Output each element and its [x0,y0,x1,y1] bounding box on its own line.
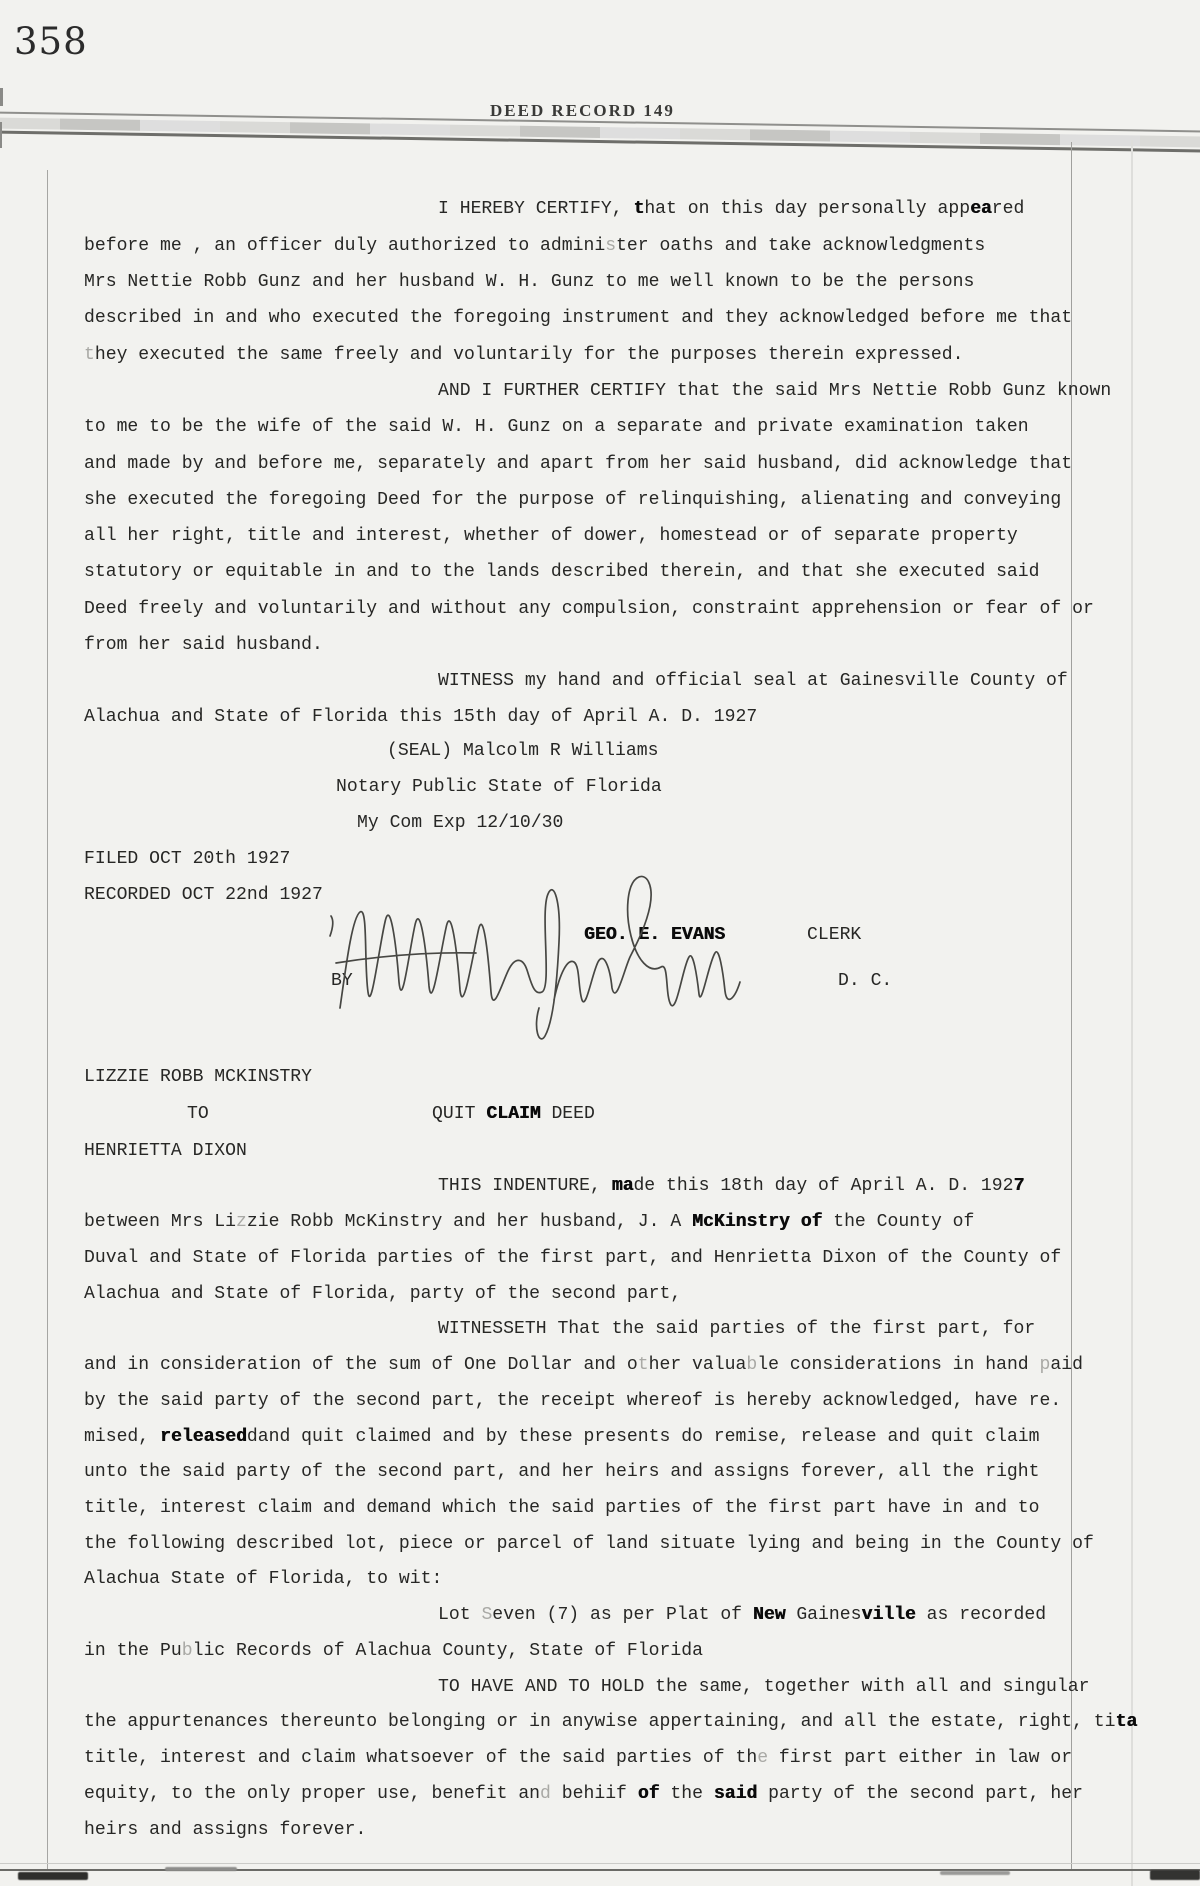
text-line [84,346,964,366]
typewriter-text: her valua [648,1355,747,1375]
overstruck-text: McKinstry of [692,1212,823,1232]
text-line [84,600,1094,620]
overstruck-text: ta [1115,1712,1138,1732]
typewriter-text: Duval and State of Florida parties of the first part, and Henrietta Dixon of the County of [84,1248,1062,1268]
typewriter-text: the following described lot, piece or parcel of land situate lying and being in the County of [84,1534,1094,1554]
text-line [84,1785,1083,1805]
typewriter-text: in the Pu [84,1641,182,1661]
typewriter-text: aid [1050,1355,1083,1375]
typewriter-text: first part either in law or [768,1748,1073,1768]
typewriter-text: by the said party of the second part, the receipt whereof is hereby acknowledged, have re. [84,1391,1062,1411]
text-line [438,200,1024,220]
typewriter-text: RECORDED OCT 22nd 1927 [84,885,323,905]
overstruck-text: ville [861,1605,916,1625]
text-line [84,886,323,906]
text-line [84,1249,1061,1269]
typewriter-text: THIS INDENTURE, [438,1176,612,1196]
text-line [84,1713,1137,1733]
typewriter-text: heirs and assigns forever. [84,1820,367,1840]
text-line [84,1428,1040,1448]
typewriter-text: Notary Public State of Florida [336,777,662,797]
text-line [84,418,1029,438]
typewriter-text: BY [331,971,353,991]
text-line [84,1463,1040,1483]
text-line [187,1105,209,1125]
faint-text: t [637,1355,649,1375]
typewriter-text: unto the said party of the second part, and her heirs and assigns forever, all the right [84,1462,1040,1482]
typewriter-text: all her right, title and interest, whether of dower, homestead or of separate property [84,526,1018,546]
typewriter-text: Alachua State of Florida, to wit: [84,1569,443,1589]
left-edge-mark [0,88,3,106]
typewriter-text: as recorded [915,1605,1047,1625]
typewriter-text: AND I FURTHER CERTIFY that the said Mrs Nettie Robb Gunz known [438,381,1112,401]
text-line [84,309,1072,329]
text-line [84,1749,1072,1769]
typewriter-text: even (7) as per Plat of [492,1605,753,1625]
faint-text: d [540,1784,551,1804]
clerk-signature [300,860,760,1060]
typewriter-text: and made by and before me, separately and apart from her said husband, did acknowledge that [84,454,1073,474]
typewriter-text: title, interest claim and demand which the said parties of the first part have in and to [84,1498,1040,1518]
typewriter-text: WITNESSETH That the said parties of the first part, for [438,1319,1036,1339]
left-margin-rule [47,170,48,1871]
text-line [84,1392,1061,1412]
faint-text: b [746,1355,758,1375]
typewriter-text: the appurtenances thereunto belonging or in anywise appertaining, and all the estate, right, ti [84,1712,1116,1732]
typewriter-text: zie Robb McKinstry and her husband, J. A [246,1212,693,1232]
ink-smudge [940,1871,1010,1875]
text-line [84,1356,1083,1376]
typewriter-text: she executed the foregoing Deed for the purpose of relinquishing, alienating and conveying [84,490,1062,510]
typewriter-text: Alachua and State of Florida this 15th day of April A. D. 1927 [84,707,758,727]
faint-text: z [236,1212,247,1232]
overstruck-text: t [633,199,645,219]
text-line [807,926,861,946]
text-line [84,455,1072,475]
text-line [84,1068,312,1088]
typewriter-text: DEED [540,1104,595,1124]
faint-text: S [481,1605,493,1625]
overstruck-text: released [160,1427,247,1447]
bottom-rule-faint [0,1863,1200,1864]
typewriter-text: lic Records of Alachua County, State of Florida [192,1641,703,1661]
typewriter-text: TO HAVE AND TO HOLD the same, together with all and singular [438,1677,1090,1697]
text-line [84,708,757,728]
text-line [84,1213,974,1233]
text-line [84,237,985,257]
typewriter-text: behiif [550,1784,638,1804]
signature-main-stroke [340,876,740,1038]
typewriter-text: le considerations in hand [757,1355,1040,1375]
page-number: 358 [14,20,88,63]
text-line [438,1678,1089,1698]
page-edge-shadow [1131,140,1133,1886]
text-line [84,491,1061,511]
page-header: DEED RECORD 149 [490,101,675,120]
typewriter-text: HENRIETTA DIXON [84,1141,247,1161]
typewriter-text: from her said husband. [84,635,323,655]
text-line [84,527,1018,547]
typewriter-text: LIZZIE ROBB MCKINSTRY [84,1067,313,1087]
text-line [438,672,1068,692]
typewriter-text: Alachua and State of Florida, party of the second part, [84,1284,682,1304]
typewriter-text: Gaines [785,1605,862,1625]
signature-strike-stroke [336,953,476,963]
overstruck-text: CLAIM [486,1104,541,1124]
faint-text: s [605,236,617,256]
text-line [838,972,892,992]
typewriter-text: and in consideration of the sum of One Dollar and o [84,1355,638,1375]
typewriter-text: D. C. [838,971,893,991]
text-line [438,1177,1024,1197]
faint-text: b [181,1641,193,1661]
text-line [84,1642,703,1662]
ink-smudge [165,1867,237,1871]
typewriter-text: (SEAL) Malcolm R Williams [387,741,659,761]
typewriter-text: before me , an officer duly authorized to admini [84,236,606,256]
typewriter-text: described in and who executed the foregoing instrument and they acknowledged before me that [84,308,1073,328]
text-line [84,1535,1094,1555]
typewriter-text: Lot [438,1605,482,1625]
text-line [336,778,662,798]
ink-smudge [18,1872,88,1880]
faint-text: e [757,1748,769,1768]
left-edge-mark [0,122,2,148]
overstruck-text: New [752,1605,786,1625]
typewriter-text: red [991,199,1025,219]
overstruck-text: of [637,1784,660,1804]
typewriter-text: the [659,1784,714,1804]
typewriter-text: dand quit claimed and by these presents do remise, release and quit claim [246,1427,1040,1447]
text-line [438,1320,1035,1340]
faint-text: t [84,345,95,365]
text-line [84,1570,442,1590]
typewriter-text: hey executed the same freely and voluntarily for the purposes therein expressed. [94,345,964,365]
typewriter-text: ter oaths and take acknowledgments [616,236,986,256]
signature-tick-stroke [330,916,333,936]
typewriter-text: QUIT [432,1104,487,1124]
typewriter-text: hat on this day personally app [644,199,971,219]
text-line [438,382,1111,402]
typewriter-text: party of the second part, her [757,1784,1083,1804]
text-line [84,563,1040,583]
text-line [84,1142,247,1162]
typewriter-text: between Mrs Li [84,1212,237,1232]
text-line [387,742,658,762]
typewriter-text: WITNESS my hand and official seal at Gainesville County of [438,671,1068,691]
typewriter-text: FILED OCT 20th 1927 [84,849,291,869]
typewriter-text: de this 18th day of April A. D. 192 [633,1176,1014,1196]
typewriter-text: mised, [84,1427,161,1447]
overstruck-text: GEO. E. EVANS [584,925,726,945]
typewriter-text: Mrs Nettie Robb Gunz and her husband W. H. Gunz to me well known to be the persons [84,272,975,292]
typewriter-text: CLERK [807,925,862,945]
text-line [84,1285,681,1305]
text-line [357,814,563,834]
text-line [84,636,323,656]
text-line [84,850,290,870]
typewriter-text: equity, to the only proper use, benefit an [84,1784,541,1804]
text-line [84,273,974,293]
overstruck-text: said [713,1784,758,1804]
typewriter-text: My Com Exp 12/10/30 [357,813,564,833]
typewriter-text: the County of [822,1212,975,1232]
text-line [432,1105,595,1125]
typewriter-text: title, interest and claim whatsoever of the said parties of th [84,1748,758,1768]
overstruck-text: ea [970,199,992,219]
overstruck-text: 7 [1013,1176,1025,1196]
typewriter-text: to me to be the wife of the said W. H. Gunz on a separate and private examination taken [84,417,1029,437]
faint-text: p [1039,1355,1051,1375]
overstruck-text: ma [611,1176,634,1196]
typewriter-text: TO [187,1104,209,1124]
typewriter-text: statutory or equitable in and to the lands described therein, and that she executed said [84,562,1040,582]
typewriter-text: I HEREBY CERTIFY, [438,199,634,219]
ink-smudge [1150,1870,1200,1880]
typewriter-text: Deed freely and voluntarily and without any compulsion, constraint apprehension or fear of or [84,599,1094,619]
text-line [84,1499,1040,1519]
text-line [84,1821,366,1841]
text-line [438,1606,1046,1626]
